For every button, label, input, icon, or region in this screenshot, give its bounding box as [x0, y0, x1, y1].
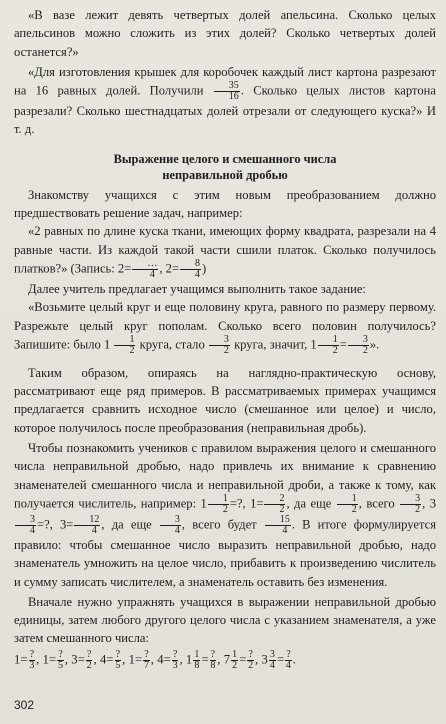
- numerator: 3: [269, 648, 275, 660]
- denominator: 4: [285, 659, 292, 671]
- denominator: 4: [30, 524, 35, 536]
- heading-line-1: Выражение целого и смешанного числа: [113, 151, 337, 166]
- numerator: 1: [232, 648, 238, 660]
- paragraph-cardboard-task: [14, 63, 436, 139]
- fraction: [209, 335, 230, 356]
- numerator: 3: [160, 515, 181, 526]
- text: , да еще: [101, 517, 152, 532]
- numerator: 35: [214, 81, 240, 92]
- denominator: 7: [143, 659, 150, 671]
- numerator: ?: [172, 648, 178, 660]
- paragraph-intro: Знакомству учащихся с этим новым преобразованием должно предшествовать решение задач, например:: [14, 187, 436, 221]
- text: , всего: [181, 517, 221, 532]
- page-number: 302: [14, 697, 35, 712]
- denominator: 3: [29, 659, 35, 671]
- text: =: [201, 652, 209, 667]
- fraction: [115, 650, 122, 671]
- text: будет: [227, 517, 257, 532]
- exercise-line: [14, 650, 436, 671]
- text: , да еще: [286, 496, 332, 511]
- text: 1: [200, 496, 207, 511]
- numerator: 1: [318, 335, 339, 346]
- denominator: 2: [415, 503, 421, 515]
- fraction: [269, 650, 276, 671]
- fraction: [180, 259, 201, 280]
- denominator: 2: [248, 659, 254, 671]
- fraction: [15, 515, 36, 536]
- fraction: [337, 494, 358, 515]
- numerator: 3: [209, 335, 230, 346]
- denominator: 3: [172, 659, 178, 671]
- paragraph-exercise-intro: Вначале нужно упражнять учащихся в выражении неправильной дробью единицы, затем любого другого целого числа с указанием знаменателя, а уже затем смешанного числа:: [14, 594, 436, 646]
- text: . В итоге формулируется правило: чтобы смешанное число выразить неправильной дробью, надо знаменатель умножить на целое число, прибавить к произведению числитель и сумму записать числителем, а знаменатель оставить без изменения.: [14, 517, 436, 589]
- numerator: ?: [58, 648, 63, 660]
- fraction: [86, 650, 93, 671]
- denominator: 2: [351, 503, 357, 515]
- paragraph-teacher: Далее учитель предлагает учащимся выполнить такое задание:: [28, 281, 366, 296]
- text: =?, 1=: [229, 496, 264, 511]
- text: , 4=: [93, 652, 114, 667]
- fraction: [208, 494, 229, 515]
- fraction: [57, 650, 64, 671]
- text: , 3: [254, 652, 268, 667]
- text: =: [276, 652, 285, 667]
- fraction: [214, 81, 240, 102]
- fraction: [74, 515, 100, 536]
- paragraph-orange-task: «В вазе лежит девять четвертых долей апельсина. Сколько целых апельсинов можно сложить из этих долей? Сколько четвертых долей останется?»: [14, 8, 436, 59]
- text: «Для изготовления крышек для коробочек каждый лист картона разрезают на 16 равных долей. Получили: [14, 64, 436, 98]
- text: =: [239, 652, 247, 667]
- numerator: 3: [400, 494, 421, 505]
- numerator: 15: [265, 515, 291, 526]
- paragraph-circle-task: [14, 298, 436, 356]
- fraction: [210, 650, 217, 671]
- denominator: 4: [269, 659, 275, 671]
- denominator: 5: [57, 659, 64, 671]
- text: круга, значит,: [234, 337, 308, 352]
- numerator: ?: [144, 648, 149, 660]
- fraction: [114, 335, 135, 356]
- numerator: ?: [29, 648, 35, 660]
- section-heading: [14, 151, 436, 183]
- numerator: ?: [115, 648, 121, 660]
- denominator: 2: [129, 344, 135, 356]
- text: ): [202, 261, 207, 276]
- text: Чтобы познакомить учеников с правилом выражения целого и смешанного числа неправильной дробью, надо привлечь их внимание к сравнению знаменателей смешанного числа и неправильной дроби, а также к тому, как получается числитель, например:: [14, 441, 436, 511]
- text: , всего: [358, 496, 395, 511]
- text: 1=: [14, 652, 28, 667]
- text: «Возьмите целый круг и еще половину круга, равного по размеру первому. Разрежьте целый круг пополам. Сколько всего половин получилось? Запишите: было 1: [14, 300, 436, 352]
- text: , 3: [422, 496, 436, 511]
- numerator: 1: [337, 494, 358, 505]
- text: «2 равных по длине куска ткани, имеющих форму квадрата, разрезали на 4 равные части. Из каждой такой части сшили платок. Сколько получилось платков?» (Запись: 2=: [14, 224, 436, 276]
- denominator: 2: [232, 659, 238, 671]
- fraction: [265, 515, 291, 536]
- denominator: 4: [174, 524, 180, 536]
- numerator: ?: [248, 648, 253, 660]
- text: , 1=: [36, 652, 57, 667]
- numerator: 1: [114, 335, 135, 346]
- numerator: …: [132, 259, 158, 270]
- denominator: 4: [149, 268, 155, 280]
- denominator: 2: [362, 344, 368, 356]
- fraction: [348, 335, 369, 356]
- text: , 2=: [159, 261, 180, 276]
- fraction: [400, 494, 421, 515]
- numerator: 1: [208, 494, 229, 505]
- fraction: [193, 650, 200, 671]
- fraction: [231, 650, 238, 671]
- numerator: 8: [180, 259, 201, 270]
- numerator: 3: [15, 515, 36, 526]
- numerator: 2: [264, 494, 285, 505]
- text: .: [292, 652, 296, 667]
- text: =: [339, 337, 347, 352]
- denominator: 16: [228, 91, 239, 103]
- denominator: 8: [210, 659, 216, 671]
- denominator: 4: [195, 268, 201, 280]
- denominator: 8: [194, 659, 200, 671]
- text: круга, стало: [139, 337, 205, 352]
- text: . Сколько целых листов картона разрезали? Сколько шестнадцатых долей отрезали от следующего куска?» И т. д.: [14, 83, 436, 137]
- text: , 3=: [64, 652, 85, 667]
- denominator: 2: [332, 344, 338, 356]
- fraction: [285, 650, 292, 671]
- numerator: ?: [286, 648, 291, 660]
- text: , 4=: [150, 652, 171, 667]
- numerator: ?: [210, 648, 216, 660]
- text: =?, 3=: [37, 517, 74, 532]
- paragraph-rule: [14, 439, 436, 591]
- fraction: [264, 494, 285, 515]
- paragraph-examples: Таким образом, опираясь на наглядно-практическую основу, рассматривают еще ряд примеров. В рассматриваемых примерах учащимся предлагается сравнить исходное число (смешанное или целое) и число, которое получилось после преобразования (неправильная дробь).: [14, 365, 436, 435]
- fraction: [160, 515, 181, 536]
- denominator: 2: [223, 344, 229, 356]
- text: 1: [310, 337, 317, 352]
- denominator: 4: [282, 524, 288, 536]
- text: ».: [369, 337, 380, 352]
- numerator: ?: [86, 648, 92, 660]
- denominator: 2: [86, 659, 92, 671]
- denominator: 5: [115, 659, 121, 671]
- fraction: [172, 650, 179, 671]
- text: , 1: [179, 652, 193, 667]
- denominator: 2: [222, 503, 228, 515]
- denominator: 4: [91, 524, 97, 536]
- text: , 7: [217, 652, 231, 667]
- text: , 1=: [122, 652, 143, 667]
- numerator: 3: [348, 335, 369, 346]
- fraction: [143, 650, 150, 671]
- paragraph-fabric-task: [14, 222, 436, 280]
- numerator: 1: [194, 648, 200, 660]
- fraction: [318, 335, 339, 356]
- heading-line-2: неправильной дробью: [162, 167, 288, 182]
- denominator: 2: [279, 503, 285, 515]
- fraction: [247, 650, 254, 671]
- fraction: [29, 650, 36, 671]
- fraction: [132, 259, 158, 280]
- numerator: 12: [74, 515, 100, 526]
